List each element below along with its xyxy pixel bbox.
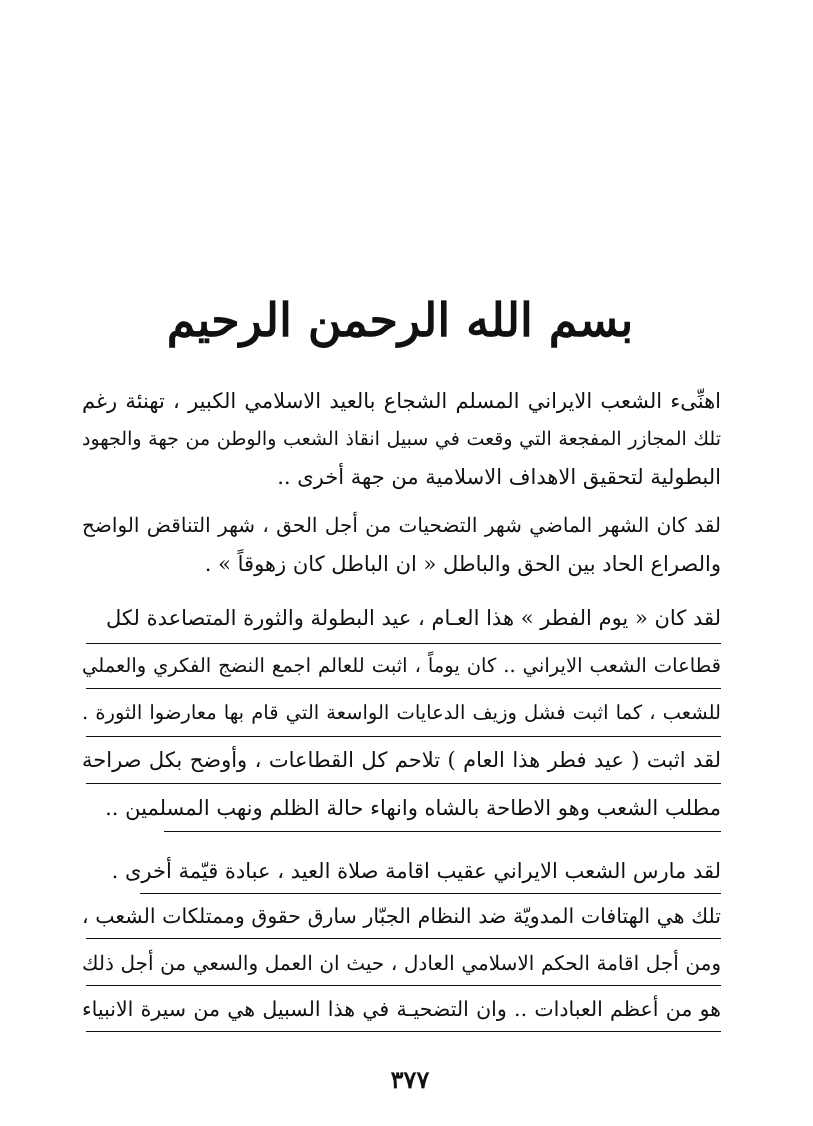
paragraph-1-line-3: البطولية لتحقيق الاهداف الاسلامية من جهة أخرى .. — [277, 465, 721, 489]
paragraph-3-line-2: قطاعات الشعب الايراني .. كان يوماً ، اثبت للعالم اجمع النضج الفكري والعملي — [82, 654, 721, 677]
paragraph-4-line-3: ومن أجل اقامة الحكم الاسلامي العادل ، حيث ان العمل والسعي من أجل ذلك — [82, 951, 721, 975]
underline-rule — [164, 831, 721, 832]
paragraph-2-line-2: والصراع الحاد بين الحق والباطل « ان الباطل كان زهوقاً » . — [204, 552, 721, 576]
paragraph-3-line-3: للشعب ، كما اثبت فشل وزيف الدعايات الواسعة التي قام بها معارضوا الثورة . — [82, 701, 721, 724]
page-number: ٣٧٧ — [390, 1065, 430, 1094]
paragraph-4-line-4: هو من أعظم العبادات .. وان التضحيـة في هذا السبيل هي من سيرة الانبياء — [82, 997, 721, 1021]
underline-rule — [86, 736, 721, 737]
paragraph-4-line-2: تلك هي الهتافات المدويّة ضد النظام الجبّار سارق حقوق وممتلكات الشعب ، — [82, 904, 721, 928]
underline-rule — [86, 938, 721, 939]
paragraph-3-line-4: لقد اثبت ( عيد فطر هذا العام ) تلاحم كل القطاعات ، وأوضح بكل صراحة — [82, 748, 721, 772]
underline-rule — [140, 893, 721, 894]
paragraph-3-line-1: لقد كان « يوم الفطر » هذا العـام ، عيد البطولة والثورة المتصاعدة لكل — [106, 606, 721, 630]
underline-rule — [86, 688, 721, 689]
paragraph-3-line-5: مطلب الشعب وهو الاطاحة بالشاه وانهاء حالة الظلم ونهب المسلمين .. — [105, 796, 721, 820]
paragraph-2-line-1: لقد كان الشهر الماضي شهر التضحيات من أجل الحق ، شهر التناقض الواضح — [82, 513, 721, 537]
basmala-text: بسم الله الرحمن الرحيم — [166, 293, 634, 347]
underline-rule — [86, 643, 721, 644]
underline-rule — [86, 985, 721, 986]
basmala-calligraphy — [166, 280, 634, 360]
paragraph-1-line-2: تلك المجازر المفجعة التي وقعت في سبيل انقاذ الشعب والوطن من جهة والجهود — [82, 428, 721, 450]
paragraph-4-line-1: لقد مارس الشعب الايراني عقيب اقامة صلاة العيد ، عبادة قيّمة أخرى . — [111, 859, 721, 883]
underline-rule — [86, 783, 721, 784]
underline-rule — [86, 1031, 721, 1032]
paragraph-1-line-1: اهنِّىء الشعب الايراني المسلم الشجاع بالعيد الاسلامي الكبير ، تهنئة رغم — [82, 389, 721, 413]
